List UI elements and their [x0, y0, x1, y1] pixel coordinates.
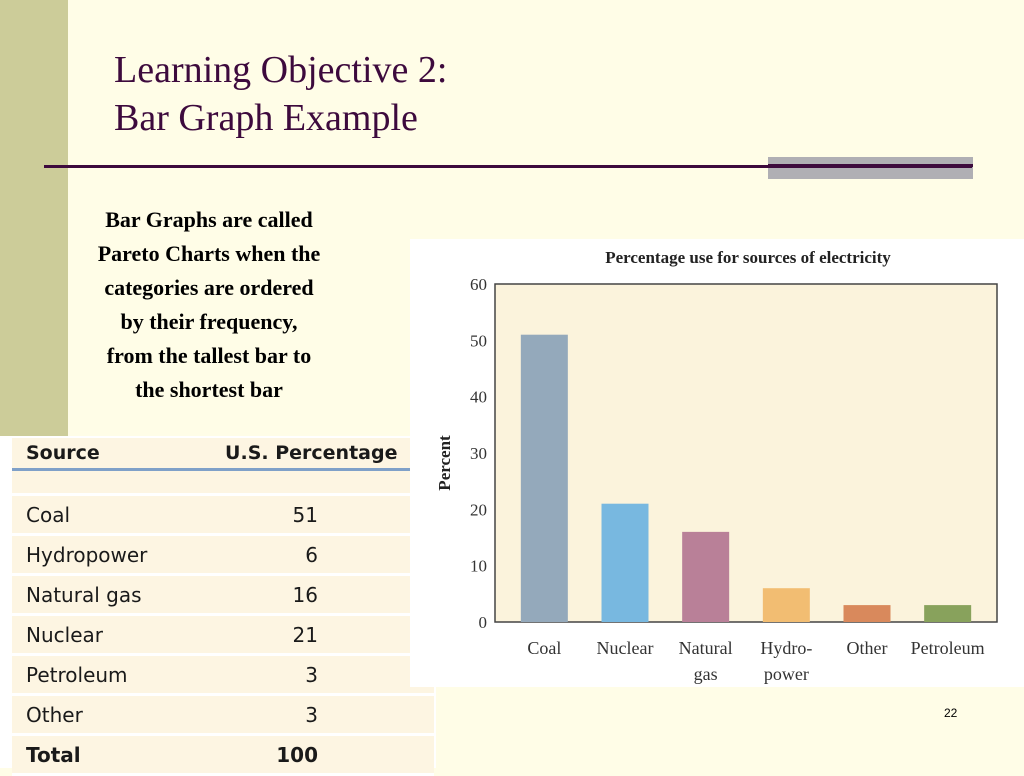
title-rule-accent	[768, 157, 973, 179]
title-line-1: Learning Objective 2:	[114, 49, 448, 91]
table-cell-percentage: 6	[169, 536, 434, 576]
table-cell-source: Natural gas	[12, 576, 169, 616]
table-cell-source: Other	[12, 696, 169, 736]
x-tick-label: Hydro-	[760, 638, 813, 658]
bar-nuclear	[602, 504, 649, 622]
table-header-row	[12, 438, 434, 471]
bar-hydro-power	[763, 588, 810, 622]
table-spacer-row	[12, 471, 434, 496]
table-cell-source: Hydropower	[12, 536, 169, 576]
x-tick-label: Petroleum	[910, 638, 985, 658]
bar-petroleum	[924, 605, 971, 622]
title-rule-accent-line	[768, 164, 973, 167]
table-cell-percentage: 3	[169, 696, 434, 736]
table-row	[12, 616, 434, 656]
x-tick-label: Coal	[527, 638, 562, 658]
table-cell-percentage: 3	[169, 656, 434, 696]
table-cell-source: Coal	[12, 496, 169, 536]
y-tick-label: 0	[478, 613, 487, 632]
slide-number: 22	[944, 706, 958, 720]
x-tick-label: power	[763, 664, 809, 684]
y-tick-label: 40	[470, 387, 487, 407]
note-line: categories are ordered	[104, 275, 314, 300]
table-row	[12, 576, 434, 616]
bar-coal	[521, 335, 568, 622]
table-row	[12, 696, 434, 736]
title-line-2: Bar Graph Example	[114, 97, 418, 139]
table-row	[12, 656, 434, 696]
note-line: from the tallest bar to	[106, 343, 312, 368]
note-line: Pareto Charts when the	[97, 241, 321, 266]
pareto-note	[58, 203, 360, 407]
table-cell-percentage: 16	[169, 576, 434, 616]
chart-title: Percentage use for sources of electricity	[605, 248, 891, 267]
x-tick-label: Natural	[678, 638, 733, 658]
y-tick-label: 20	[470, 500, 487, 520]
x-tick-label: Other	[846, 638, 888, 658]
table-cell-total-value: 100	[169, 736, 434, 776]
bar-natural-gas	[682, 532, 729, 622]
x-tick-label: gas	[693, 664, 718, 684]
y-tick-label: 30	[470, 444, 487, 463]
note-line: the shortest bar	[135, 377, 283, 402]
table-cell-source: Nuclear	[12, 616, 169, 656]
bar-other	[844, 605, 891, 622]
x-tick-label: Nuclear	[596, 638, 654, 658]
table-cell-percentage: 21	[169, 616, 434, 656]
table-cell-source: Petroleum	[12, 656, 169, 696]
bar-chart	[410, 239, 1024, 687]
source-percentage-table	[12, 438, 434, 776]
note-line: by their frequency,	[120, 309, 298, 334]
note-line: Bar Graphs are called	[105, 207, 313, 232]
table-row	[12, 496, 434, 536]
table-cell-total-label: Total	[12, 736, 169, 776]
table-row	[12, 536, 434, 576]
table-total-row	[12, 736, 434, 776]
y-tick-label: 50	[470, 331, 487, 351]
table-header-source: Source	[12, 438, 169, 471]
y-tick-label: 10	[470, 556, 487, 576]
table-cell-percentage: 51	[169, 496, 434, 536]
plot-area	[495, 284, 997, 622]
table-header-percentage: U.S. Percentage	[169, 438, 434, 471]
y-tick-label: 60	[470, 275, 487, 294]
slide-title	[114, 46, 447, 142]
y-axis-label: Percent	[435, 435, 454, 491]
